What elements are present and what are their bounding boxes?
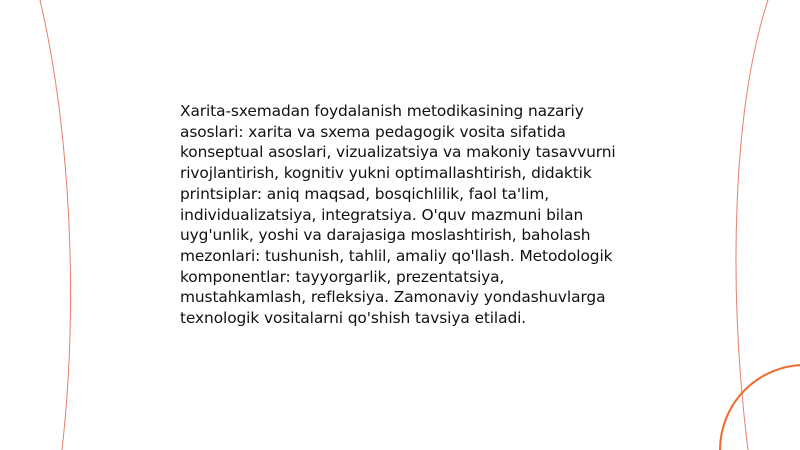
body-paragraph: Xarita-sxemadan foydalanish metodikasining nazariy asoslari: xarita va sxema pedagogik vosita sifatida konseptual asoslari, vizualizatsiya va makoniy tasavvurni rivojlantirish, kognitiv yukni optimallashtirish, didaktik printsiplar: aniq maqsad, bosqichlilik, faol ta'lim, individualizatsiya, integratsiya. O'quv mazmuni bilan uyg'unlik, yoshi va darajasiga moslashtirish, baholash mezonlari: tushunish, tahlil, amaliy qo'llash. Metodologik komponentlar: tayyorgarlik, prezentatsiya, mustahkamlash, refleksiya. Zamonaviy yondashuvlarga texnologik vositalarni qo'shish tavsiya etiladi. — [180, 102, 616, 328]
left-curve — [40, 0, 71, 450]
accent-circle — [720, 365, 800, 450]
